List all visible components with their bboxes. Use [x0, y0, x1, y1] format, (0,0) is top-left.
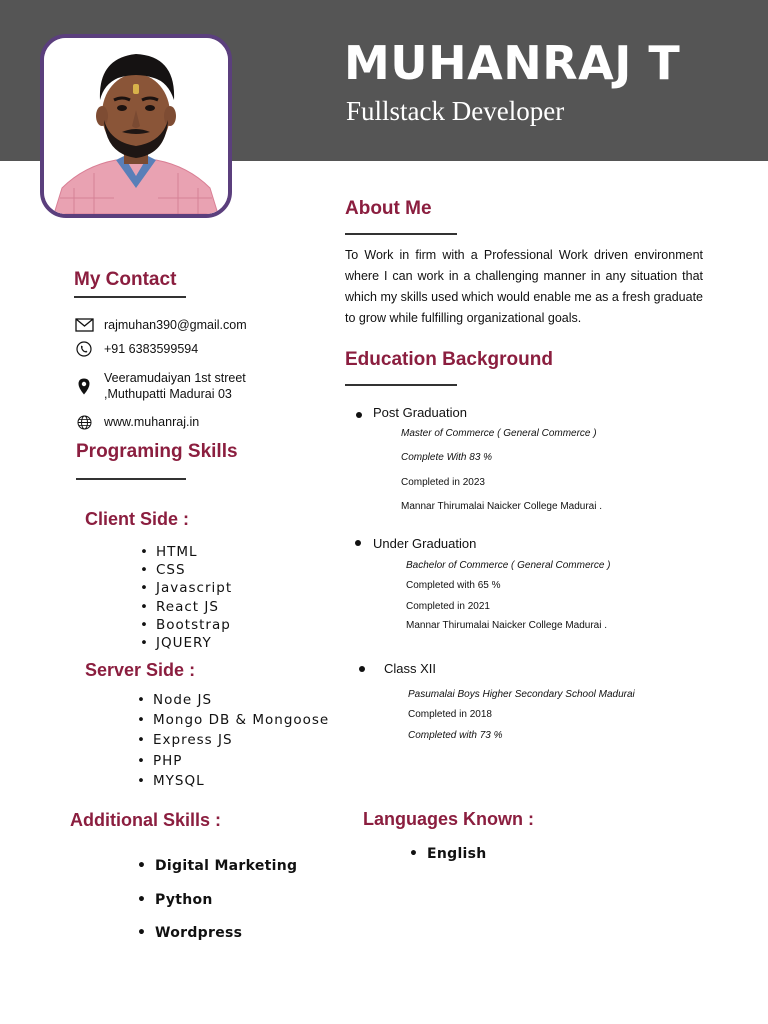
list-item: • CSS — [140, 561, 232, 579]
address-line-2: ,Muthupatti Madurai 03 — [104, 387, 232, 401]
list-item: • English — [409, 846, 487, 862]
list-item: • Wordpress — [137, 917, 297, 951]
contact-address-row — [74, 370, 246, 402]
education-heading-rule — [345, 384, 457, 386]
client-side-list — [140, 543, 232, 652]
address-line-1: Veeramudaiyan 1st street — [104, 371, 246, 385]
pg-title: Post Graduation — [373, 405, 467, 420]
client-side-heading: Client Side : — [85, 509, 190, 529]
contact-heading: My Contact — [74, 269, 177, 290]
ug-year: Completed in 2021 — [406, 601, 490, 612]
list-item: • Express JS — [137, 730, 329, 750]
contact-website[interactable]: www.muhanraj.in — [104, 415, 200, 429]
contact-phone-row — [74, 341, 198, 357]
ug-title: Under Graduation — [373, 536, 477, 551]
candidate-name: MUHANRAJ T — [344, 36, 681, 90]
contact-website-row — [74, 414, 199, 430]
list-item: • Mongo DB & Mongoose — [137, 710, 329, 730]
education-heading: Education Background — [345, 349, 553, 370]
contact-address — [104, 370, 246, 402]
globe-icon — [74, 414, 94, 430]
pg-degree: Master of Commerce ( General Commerce ) — [401, 428, 597, 439]
location-pin-icon — [74, 370, 94, 402]
contact-email[interactable]: rajmuhan390@gmail.com — [104, 318, 247, 332]
ug-degree: Bachelor of Commerce ( General Commerce ) — [406, 560, 611, 571]
ug-college: Mannar Thirumalai Naicker College Madurai . — [406, 620, 608, 631]
list-item: • React JS — [140, 598, 232, 616]
bullet-icon — [356, 412, 362, 418]
phone-icon — [74, 341, 94, 357]
xii-title: Class XII — [384, 661, 437, 676]
xii-school: Pasumalai Boys Higher Secondary School Madurai — [408, 689, 635, 700]
contact-heading-rule — [74, 296, 186, 298]
mail-icon — [74, 317, 94, 333]
list-item: • JQUERY — [140, 634, 232, 652]
portrait-illustration — [44, 38, 228, 214]
about-heading-rule — [345, 233, 457, 235]
contact-email-row — [74, 317, 247, 333]
pg-college: Mannar Thirumalai Naicker College Madurai . — [401, 501, 603, 512]
server-side-heading: Server Side : — [85, 660, 196, 680]
list-item: • Javascript — [140, 579, 232, 597]
bullet-icon — [359, 666, 365, 672]
programming-heading-rule — [76, 478, 186, 480]
languages-list — [409, 846, 487, 862]
list-item: • HTML — [140, 543, 232, 561]
list-item: • PHP — [137, 751, 329, 771]
list-item: • Node JS — [137, 690, 329, 710]
list-item: • Digital Marketing — [137, 850, 297, 884]
list-item: • Bootstrap — [140, 616, 232, 634]
about-heading: About Me — [345, 198, 432, 219]
ug-score: Completed with 65 % — [406, 580, 501, 591]
list-item: • Python — [137, 884, 297, 918]
candidate-role: Fullstack Developer — [346, 96, 565, 126]
list-item: • MYSQL — [137, 771, 329, 791]
xii-score: Completed with 73 % — [408, 730, 503, 741]
pg-year: Completed in 2023 — [401, 477, 485, 488]
xii-year: Completed in 2018 — [408, 709, 492, 720]
bullet-icon — [355, 540, 361, 546]
contact-phone[interactable]: +91 6383599594 — [104, 342, 199, 356]
about-text: To Work in firm with a Professional Work driven environment where I can work in a challenging manner in any situation that which my skills used which would enable me as a fresh graduate to grow while fulfilling organizational goals. — [345, 248, 703, 325]
additional-skills-list — [137, 850, 297, 951]
pg-score: Complete With 83 % — [401, 452, 493, 463]
languages-heading: Languages Known : — [363, 809, 534, 829]
profile-photo — [40, 34, 232, 218]
additional-skills-heading: Additional Skills : — [70, 810, 222, 830]
server-side-list — [137, 690, 329, 791]
programming-heading: Programing Skills — [76, 441, 238, 462]
